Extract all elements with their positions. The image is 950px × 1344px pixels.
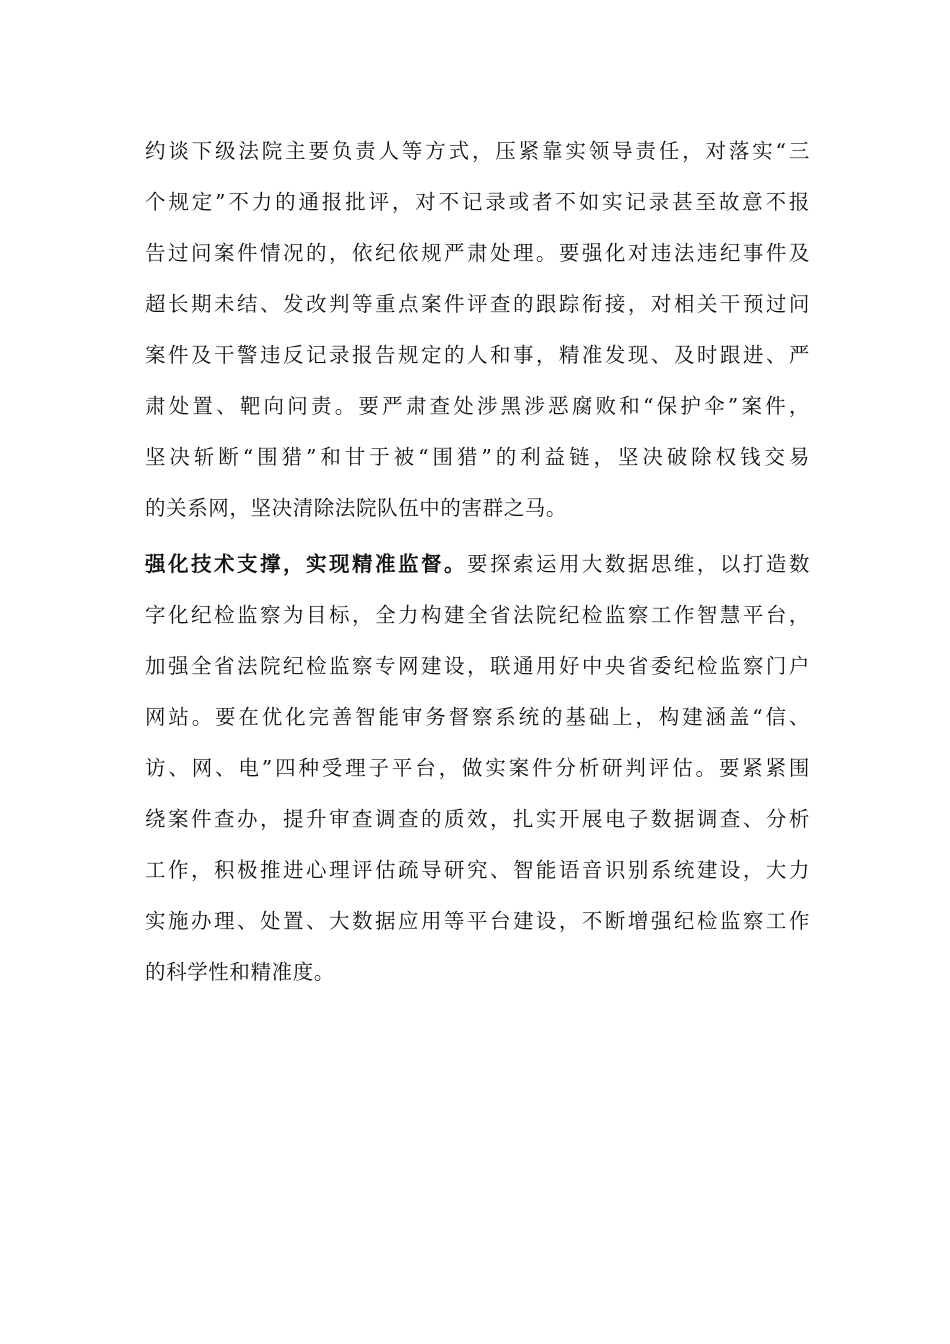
paragraph-2-heading: 强化技术支撑，实现精准监督。: [145, 552, 467, 576]
paragraph-2-line: 实施办理、处置、大数据应用等平台建设，不断增强纪检监察工作: [145, 909, 810, 933]
paragraph-2-line: 网站。要在优化完善智能审务督察系统的基础上，构建涵盖“信、: [145, 705, 810, 729]
paragraph-2-line: 访、网、电”四种受理子平台，做实案件分析研判评估。要紧紧围: [145, 756, 810, 780]
paragraph-1-line: 告过问案件情况的，依纪依规严肃处理。要强化对违法违纪事件及: [145, 241, 810, 265]
paragraph-1-line: 个规定”不力的通报批评，对不记录或者不如实记录甚至故意不报: [145, 190, 810, 214]
paragraph-2: [145, 539, 810, 998]
paragraph-2-first-line: [145, 539, 810, 590]
paragraph-1-line: 坚决斩断“围猎”和甘于被“围猎”的利益链，坚决破除权钱交易: [145, 445, 810, 469]
paragraph-2-line: 绕案件查办，提升审查调查的质效，扎实开展电子数据调查、分析: [145, 807, 810, 831]
paragraph-2-first-line-text: 要探索运用大数据思维，以打造数: [466, 552, 810, 576]
paragraph-1-line: 案件及干警违反记录报告规定的人和事，精准发现、及时跟进、严: [145, 343, 810, 367]
paragraph-1-line: 约谈下级法院主要负责人等方式，压紧靠实领导责任，对落实“三: [145, 139, 810, 163]
paragraph-2-line: 工作，积极推进心理评估疏导研究、智能语音识别系统建设，大力: [145, 858, 810, 882]
paragraph-1: [145, 126, 810, 534]
paragraph-2-line: 字化纪检监察为目标，全力构建全省法院纪检监察工作智慧平台，: [145, 603, 810, 627]
paragraph-1-line: 超长期未结、发改判等重点案件评查的跟踪衔接，对相关干预过问: [145, 292, 810, 316]
paragraph-1-line: 的关系网，坚决清除法院队伍中的害群之马。: [145, 496, 567, 520]
paragraph-1-line: 肃处置、靶向问责。要严肃查处涉黑涉恶腐败和“保护伞”案件，: [145, 394, 810, 418]
paragraph-2-line: 的科学性和精准度。: [145, 960, 335, 984]
paragraph-2-line: 加强全省法院纪检监察专网建设，联通用好中央省委纪检监察门户: [145, 654, 810, 678]
